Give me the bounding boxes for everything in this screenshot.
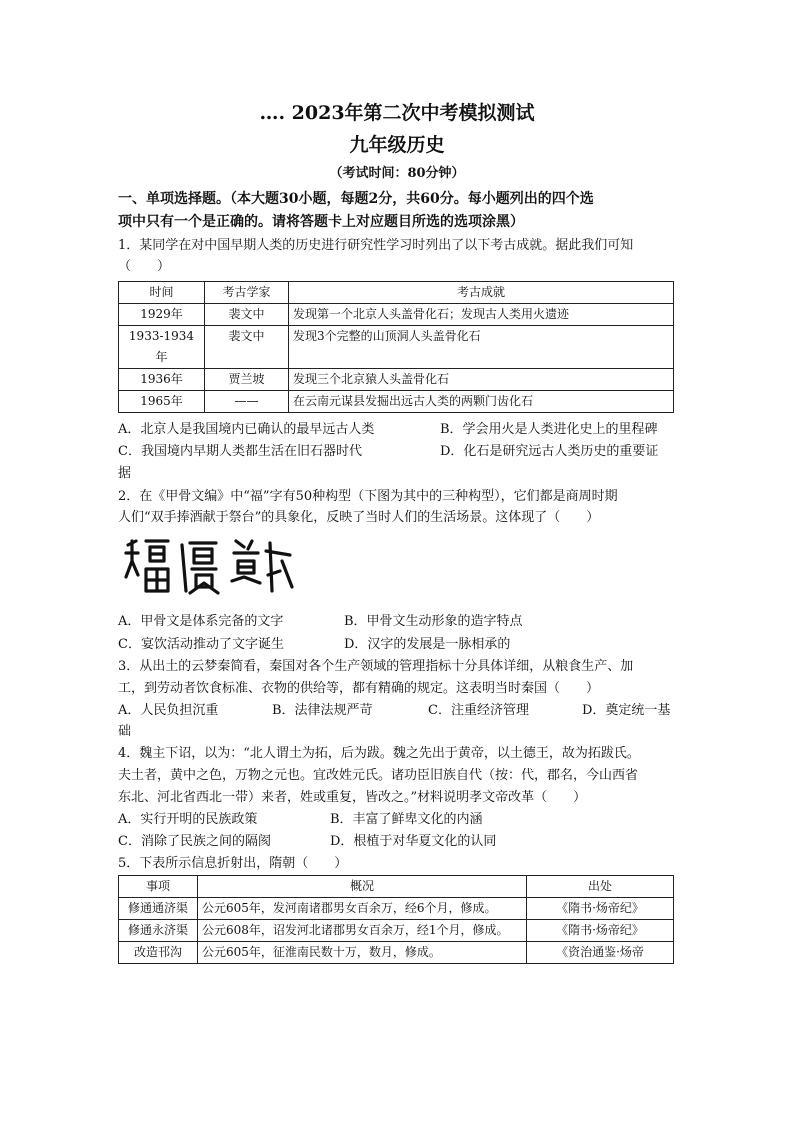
- q4-stem-line3: 东北、河北省西北一带）来者，姓或重复，皆改之。”材料说明孝文帝改革（ ）: [118, 790, 587, 805]
- table-row: [119, 326, 674, 369]
- table-cell: 发现3个完整的山顶洞人头盖骨化石: [289, 326, 674, 369]
- table-cell: 公元605年，发河南诸郡男女百余万，经6个月，修成。: [198, 898, 527, 920]
- fu-glyph-3: [232, 541, 292, 591]
- q1-stem-line1: 1．某同学在对中国早期人类的历史进行研究性学习时列出了以下考古成就。据此我们可知: [118, 238, 634, 253]
- table-cell: 1965年: [119, 391, 205, 413]
- table-row: [119, 369, 674, 391]
- q3-option-d: D．奠定统一基: [582, 703, 671, 718]
- table-cell: 改造邗沟: [119, 942, 198, 964]
- q4-stem-line2: 夫土者，黄中之色，万物之元也。宜改姓元氏。诸功臣旧族自代（按：代，郡名，今山西省: [118, 768, 639, 783]
- table-cell: 修通永济渠: [119, 920, 198, 942]
- section-heading-line1: 一、单项选择题。（本大题30小题，每题2分，共60分。每小题列出的四个选: [118, 191, 594, 207]
- section-heading-line2: 项中只有一个是正确的。请将答题卡上对应题目所选的选项涂黑）: [118, 214, 524, 230]
- table-cell: 《隋书·炀帝纪》: [527, 898, 674, 920]
- table-header: 考古成就: [289, 282, 674, 304]
- table-row: [119, 920, 674, 942]
- q2-option-d: D．汉字的发展是一脉相承的: [344, 637, 511, 652]
- q4-option-d: D．根植于对华夏文化的认同: [330, 834, 497, 849]
- q1-option-d: D．化石是研究远古人类历史的重要证: [440, 444, 659, 459]
- q3-stem-line2: 工，到劳动者饮食标准、衣物的供给等，都有精确的规定。这表明当时秦国（ ）: [118, 681, 600, 696]
- table-cell: 公元608年，诏发河北诸郡男女百余万，经1个月，修成。: [198, 920, 527, 942]
- q4-option-a: A．实行开明的民族政策: [118, 812, 258, 827]
- table-cell: 1933-1934年: [119, 326, 205, 369]
- exam-subtitle: 九年级历史: [349, 134, 445, 156]
- q2-stem-line2: 人们“双手捧酒献于祭台”的具象化，反映了当时人们的生活场景。这体现了（ ）: [118, 510, 600, 525]
- exam-title: …. 2023年第二次中考模拟测试: [259, 102, 535, 124]
- q4-option-b: B．丰富了鲜卑文化的内涵: [330, 812, 483, 827]
- table-cell: 《资治通鉴·炀帝: [527, 942, 674, 964]
- table-cell: 发现三个北京猿人头盖骨化石: [289, 369, 674, 391]
- q2-option-b: B．甲骨文生动形象的造字特点: [344, 614, 523, 629]
- q1-option-d-continued: 据: [118, 466, 132, 481]
- table-row: [119, 391, 674, 413]
- table-cell: 裴文中: [205, 326, 289, 369]
- q4-stem-line1: 4．魏主下诏，以为：“北人谓土为拓，后为跋。魏之先出于黄帝，以土德王，故为拓跋氏。: [118, 746, 640, 761]
- table-header: 概况: [198, 876, 527, 898]
- table-cell: 《隋书·炀帝纪》: [527, 920, 674, 942]
- fu-glyph-2: [182, 543, 218, 593]
- table-cell: 修通通济渠: [119, 898, 198, 920]
- table-cell: 1929年: [119, 304, 205, 326]
- table-cell: ——: [205, 391, 289, 413]
- oracle-bone-fu-glyphs: [120, 531, 300, 601]
- q3-option-c: C．注重经济管理: [428, 703, 529, 718]
- q1-table: [118, 281, 674, 413]
- q1-option-a: A．北京人是我国境内已确认的最早远古人类: [118, 422, 375, 437]
- q2-option-a: A．甲骨文是体系完备的文字: [118, 614, 284, 629]
- exam-time-note: （考试时间：80分钟）: [329, 166, 465, 181]
- table-row: [119, 898, 674, 920]
- q1-option-b: B．学会用火是人类进化史上的里程碑: [440, 422, 658, 437]
- q3-option-b: B．法律法规严苛: [272, 703, 373, 718]
- table-header: 事项: [119, 876, 198, 898]
- q5-table: [118, 875, 674, 964]
- table-row: [119, 304, 674, 326]
- fu-glyph-1: [126, 541, 168, 591]
- q1-stem-line2: （ ）: [118, 259, 171, 274]
- q3-option-a: A．人民负担沉重: [118, 703, 219, 718]
- q3-stem-line1: 3．从出土的云梦秦简看，秦国对各个生产领域的管理指标十分具体详细，从粮食生产、加: [118, 659, 634, 674]
- table-header-row: [119, 282, 674, 304]
- table-header-row: [119, 876, 674, 898]
- table-row: [119, 942, 674, 964]
- table-cell: 1936年: [119, 369, 205, 391]
- table-cell: 公元605年，征淮南民数十万，数月，修成。: [198, 942, 527, 964]
- q4-option-c: C．消除了民族之间的隔阂: [118, 834, 271, 849]
- table-cell: 贾兰坡: [205, 369, 289, 391]
- q2-stem-line1: 2．在《甲骨文编》中“福”字有50种构型（下图为其中的三种构型），它们都是商周时期: [118, 489, 618, 504]
- table-cell: 在云南元谋县发掘出远古人类的两颗门齿化石: [289, 391, 674, 413]
- table-header: 出处: [527, 876, 674, 898]
- table-cell: 发现第一个北京人头盖骨化石；发现古人类用火遗迹: [289, 304, 674, 326]
- q5-stem-line1: 5．下表所示信息折射出，隋朝（ ）: [118, 856, 348, 871]
- q3-option-d-continued: 础: [118, 724, 132, 739]
- q2-option-c: C．宴饮活动推动了文字诞生: [118, 637, 284, 652]
- table-header: 时间: [119, 282, 205, 304]
- q1-option-c: C．我国境内早期人类都生活在旧石器时代: [118, 444, 362, 459]
- table-header: 考古学家: [205, 282, 289, 304]
- table-cell: 裴文中: [205, 304, 289, 326]
